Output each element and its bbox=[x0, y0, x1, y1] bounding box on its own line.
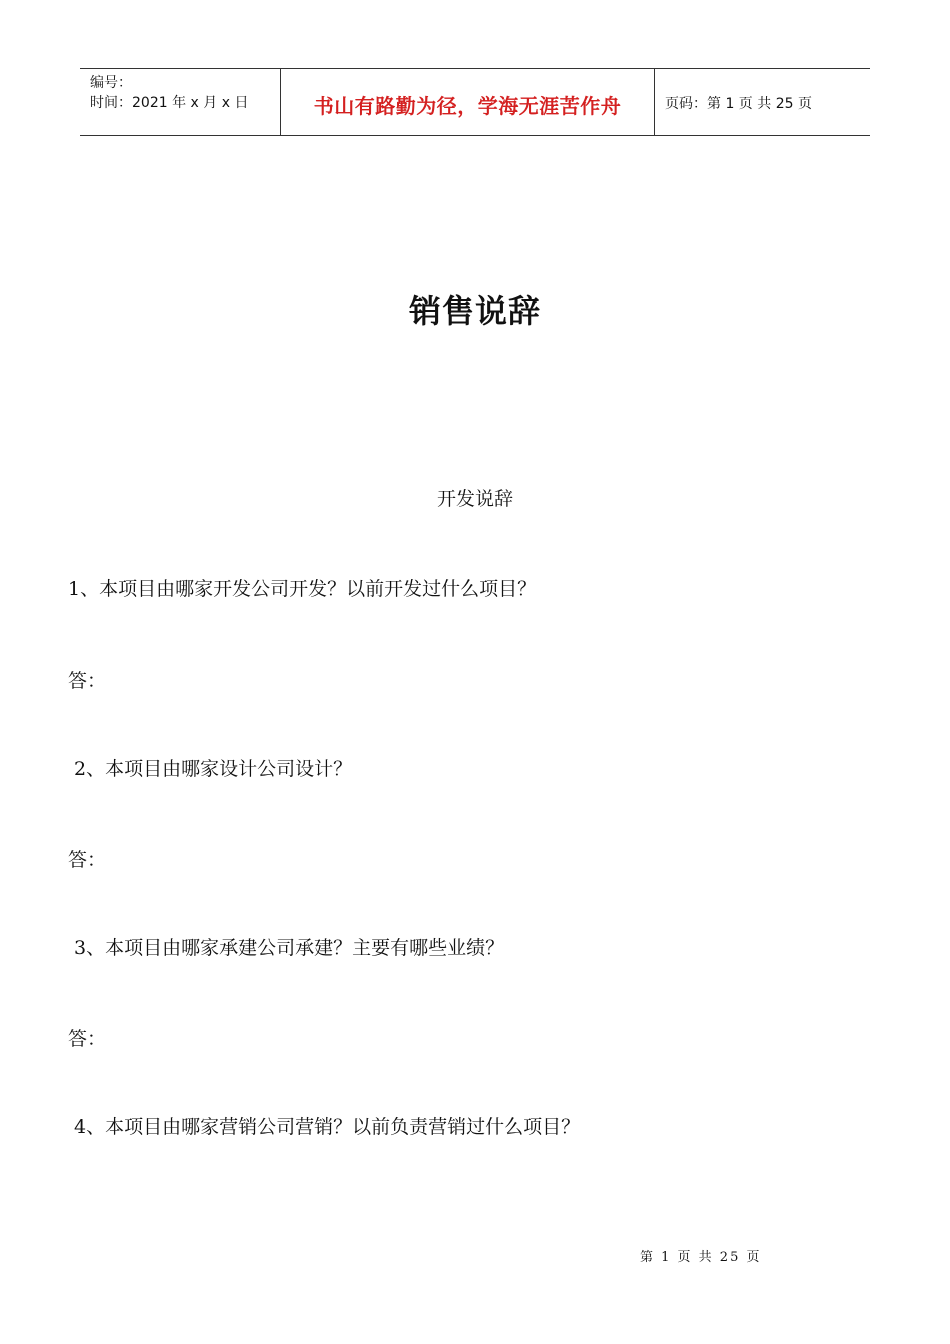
question-2: 2、本项目由哪家设计公司设计？ bbox=[74, 758, 353, 780]
question-1: 1、本项目由哪家开发公司开发？以前开发过什么项目？ bbox=[68, 578, 537, 600]
page-info: 页码：第 1 页 共 25 页 bbox=[665, 96, 812, 112]
motto-text: 书山有路勤为径，学海无涯苦作舟 bbox=[313, 93, 622, 118]
section-title: 开发说辞 bbox=[436, 488, 513, 510]
question-3: 3、本项目由哪家承建公司承建？主要有哪些业绩？ bbox=[74, 937, 505, 959]
page-footer: 第 1 页 共 25 页 bbox=[640, 1250, 762, 1265]
document-title: 销售说辞 bbox=[408, 292, 541, 330]
header-meta-cell bbox=[80, 69, 281, 135]
date-label: 时间：2021 年 x 月 x 日 bbox=[90, 95, 249, 111]
header-motto-cell bbox=[281, 69, 655, 135]
number-label: 编号： bbox=[90, 75, 132, 91]
question-4: 4、本项目由哪家营销公司营销？以前负责营销过什么项目？ bbox=[74, 1116, 581, 1138]
header-page-cell bbox=[655, 69, 870, 135]
answer-1: 答： bbox=[68, 670, 107, 692]
answer-3: 答： bbox=[68, 1028, 107, 1050]
header-table bbox=[80, 68, 870, 136]
answer-2: 答： bbox=[68, 849, 107, 871]
